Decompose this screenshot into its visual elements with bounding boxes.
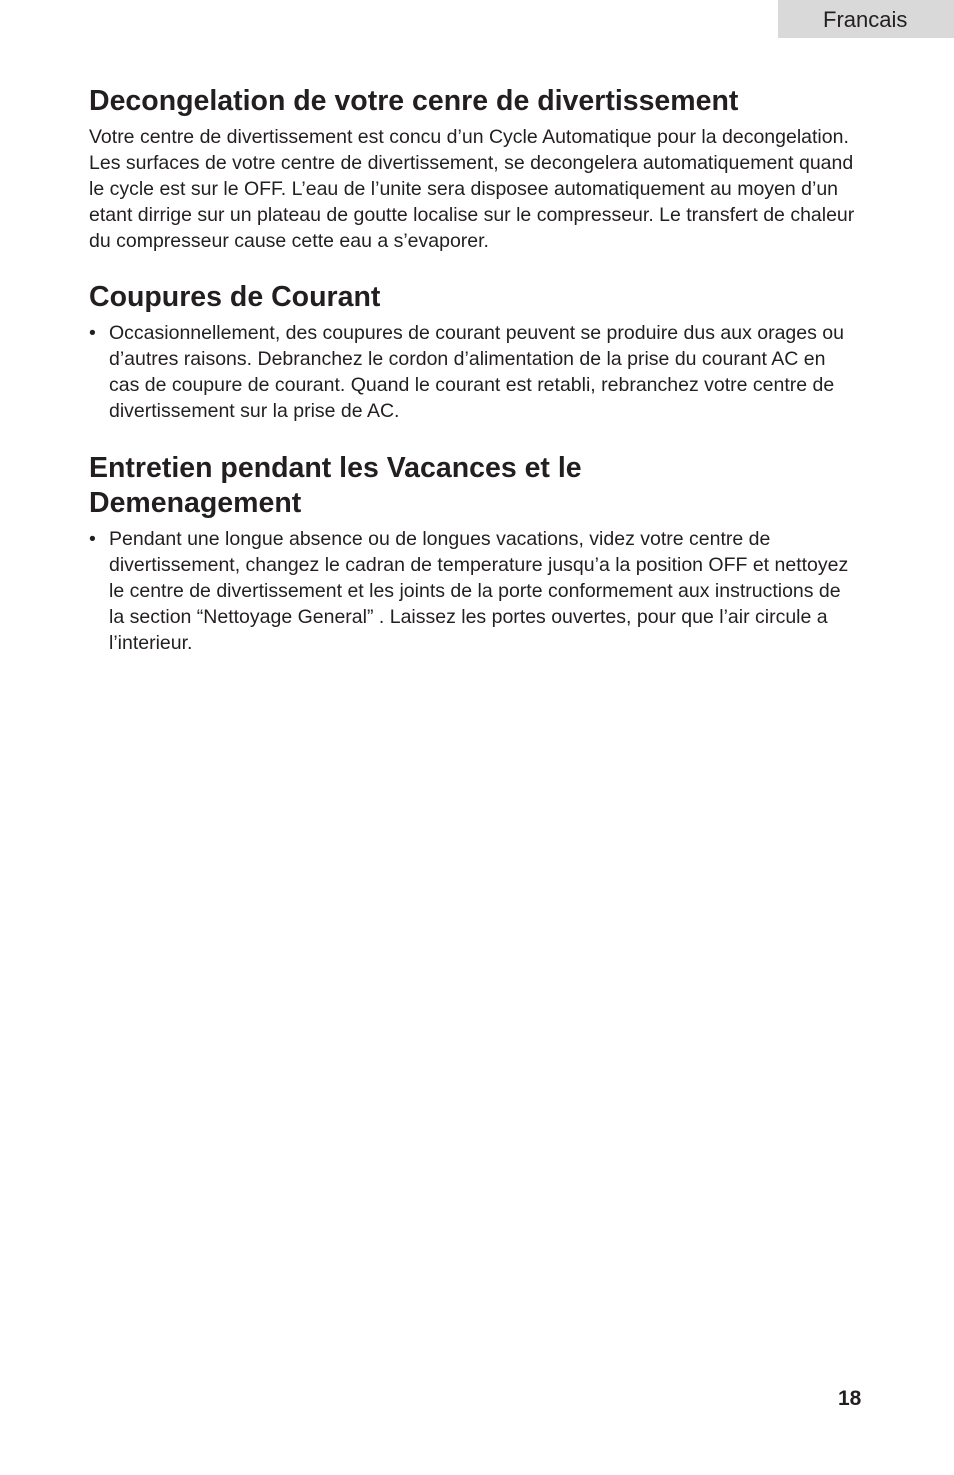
section-title-vacation-moving: [89, 451, 859, 521]
section-title-line-2: Demenagement: [89, 487, 302, 519]
language-tab: [778, 0, 954, 38]
page-number: 18: [838, 1387, 862, 1410]
section-vacation-moving: [89, 451, 859, 656]
bullet-dot: •: [89, 528, 96, 550]
section-body-defrost: Votre centre de divertissement est concu d’un Cycle Automatique pour la decongelation. Les surfaces de votre centre de divertissement, se decongelera automatiquement quand le cycle est sur le OFF. L’eau de l’unite sera disposee automatiquement au moyen d’un etant dirrige sur un plateau de goutte localise sur le compresseur. Le transfert de chaleur du compresseur cause cette eau a s’evaporer.: [89, 126, 855, 252]
page-content: [89, 84, 859, 656]
language-label: Francais: [823, 7, 908, 32]
bullet-dot: •: [89, 322, 96, 344]
bullet-text-power-outage: Occasionnellement, des coupures de courant peuvent se produire dus aux orages ou d’autres raisons. Debranchez le cordon d’alimentation de la prise du courant AC en cas de coupure de courant. Quand le courant est retabli, rebranchez votre centre de divertissement sur la prise de AC.: [109, 322, 844, 422]
section-title-line-1: Entretien pendant les Vacances et le: [89, 452, 582, 484]
bullet-text-vacation: Pendant une longue absence ou de longues vacations, videz votre centre de divertissement, changez le cadran de temperature jusqu’a la position OFF et nettoyez le centre de divertissement et les joints de la porte conformement aux instructions de la section “Nettoyage General” . Laissez les portes ouvertes, pour que l’air circule a l’interieur.: [109, 528, 849, 654]
section-title-defrost: Decongelation de votre cenre de divertissement: [89, 85, 739, 117]
bullet-item-power-outage: [89, 320, 859, 424]
section-defrost: [89, 84, 859, 254]
section-title-power-outage: Coupures de Courant: [89, 281, 381, 313]
section-power-outage: [89, 280, 859, 424]
bullet-item-vacation: [89, 526, 859, 656]
